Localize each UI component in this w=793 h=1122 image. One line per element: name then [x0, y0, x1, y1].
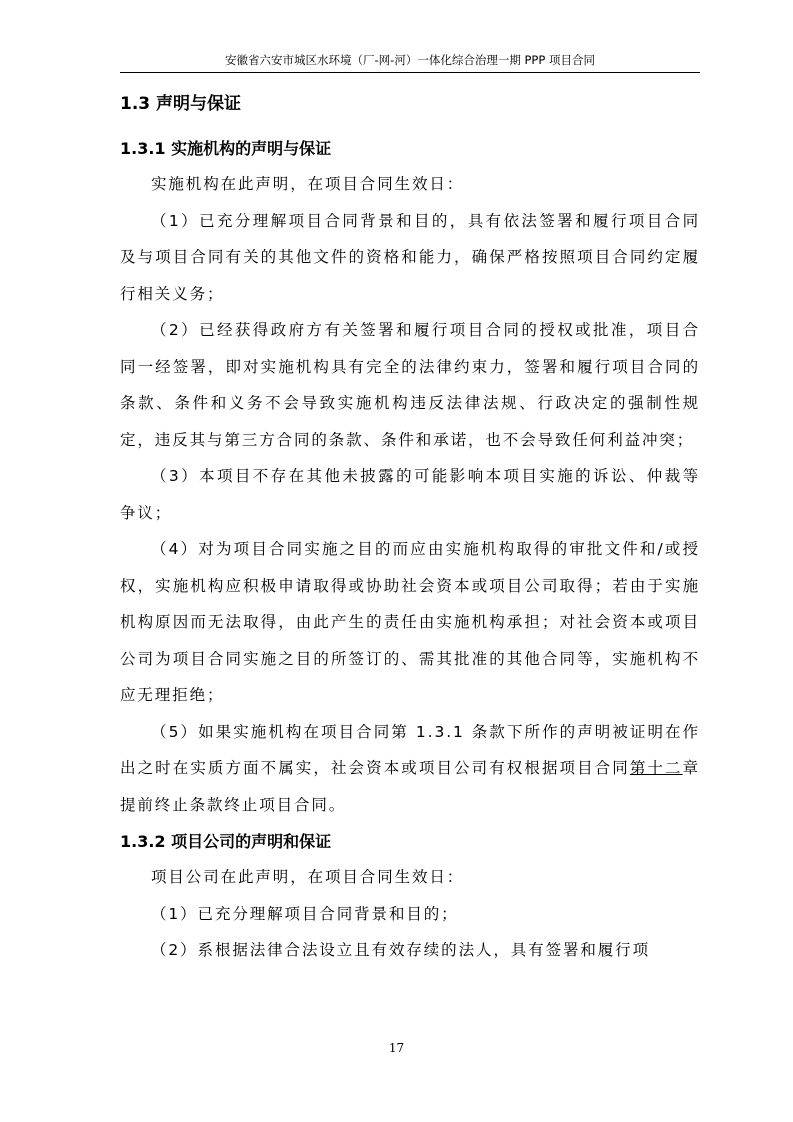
section-heading-1-3: 1.3 声明与保证	[120, 94, 242, 114]
paragraph-item-5-text-end: 章提前终止条款终止项目合同。	[120, 759, 700, 814]
paragraph-item-4: （4）对为项目合同实施之目的而应由实施机构取得的审批文件和/或授权，实施机构应积极申请取得或协助社会资本或项目公司取得；若由于实施机构原因而无法取得，由此产生的责任由实施机构承担；对社会资本或项目公司为项目合同实施之目的所签订的、需其批准的其他合同等，实施机构不应无理拒绝；	[120, 540, 700, 704]
paragraph-item-2: （2）已经获得政府方有关签署和履行项目合同的授权或批准，项目合同一经签署，即对实施机构具有完全的法律约束力，签署和履行项目合同的条款、条件和义务不会导致实施机构违反法律法规、行政决定的强制性规定，违反其与第三方合同的条款、条件和承诺，也不会导致任何利益冲突；	[120, 321, 700, 449]
paragraph-intro-implementing-agency: 实施机构在此声明，在项目合同生效日：	[151, 175, 465, 193]
paragraph-item-5	[120, 714, 700, 824]
document-body	[120, 92, 700, 969]
paragraph-item-5-text: （5）如果实施机构在项目合同第 1.3.1 条款下所作的声明被证明在作出之时在实质方面不属实，社会资本或项目公司有权根据项目合同	[120, 722, 700, 777]
running-header: 安徽省六安市城区水环境（厂-网-河）一体化综合治理一期 PPP 项目合同	[225, 53, 595, 67]
paragraph-item-3: （3）本项目不存在其他未披露的可能影响本项目实施的诉讼、仲裁等争议；	[120, 467, 700, 522]
section-heading-1-3-1: 1.3.1 实施机构的声明与保证	[120, 139, 332, 158]
paragraph-company-item-2: （2）系根据法律合法设立且有效存续的法人，具有签署和履行项	[151, 941, 650, 959]
section-heading-1-3-2: 1.3.2 项目公司的声明和保证	[120, 832, 332, 851]
header-rule	[120, 72, 700, 73]
chapter-reference-link[interactable]: 第十二	[629, 759, 683, 777]
paragraph-company-item-1: （1）已充分理解项目合同背景和目的；	[151, 904, 459, 923]
paragraph-intro-project-company: 项目公司在此声明，在项目合同生效日：	[151, 868, 465, 886]
page-number: 17	[388, 1041, 405, 1055]
paragraph-item-1: （1）已充分理解项目合同背景和目的，具有依法签署和履行项目合同及与项目合同有关的其他文件的资格和能力，确保严格按照项目合同约定履行相关义务；	[120, 211, 700, 303]
